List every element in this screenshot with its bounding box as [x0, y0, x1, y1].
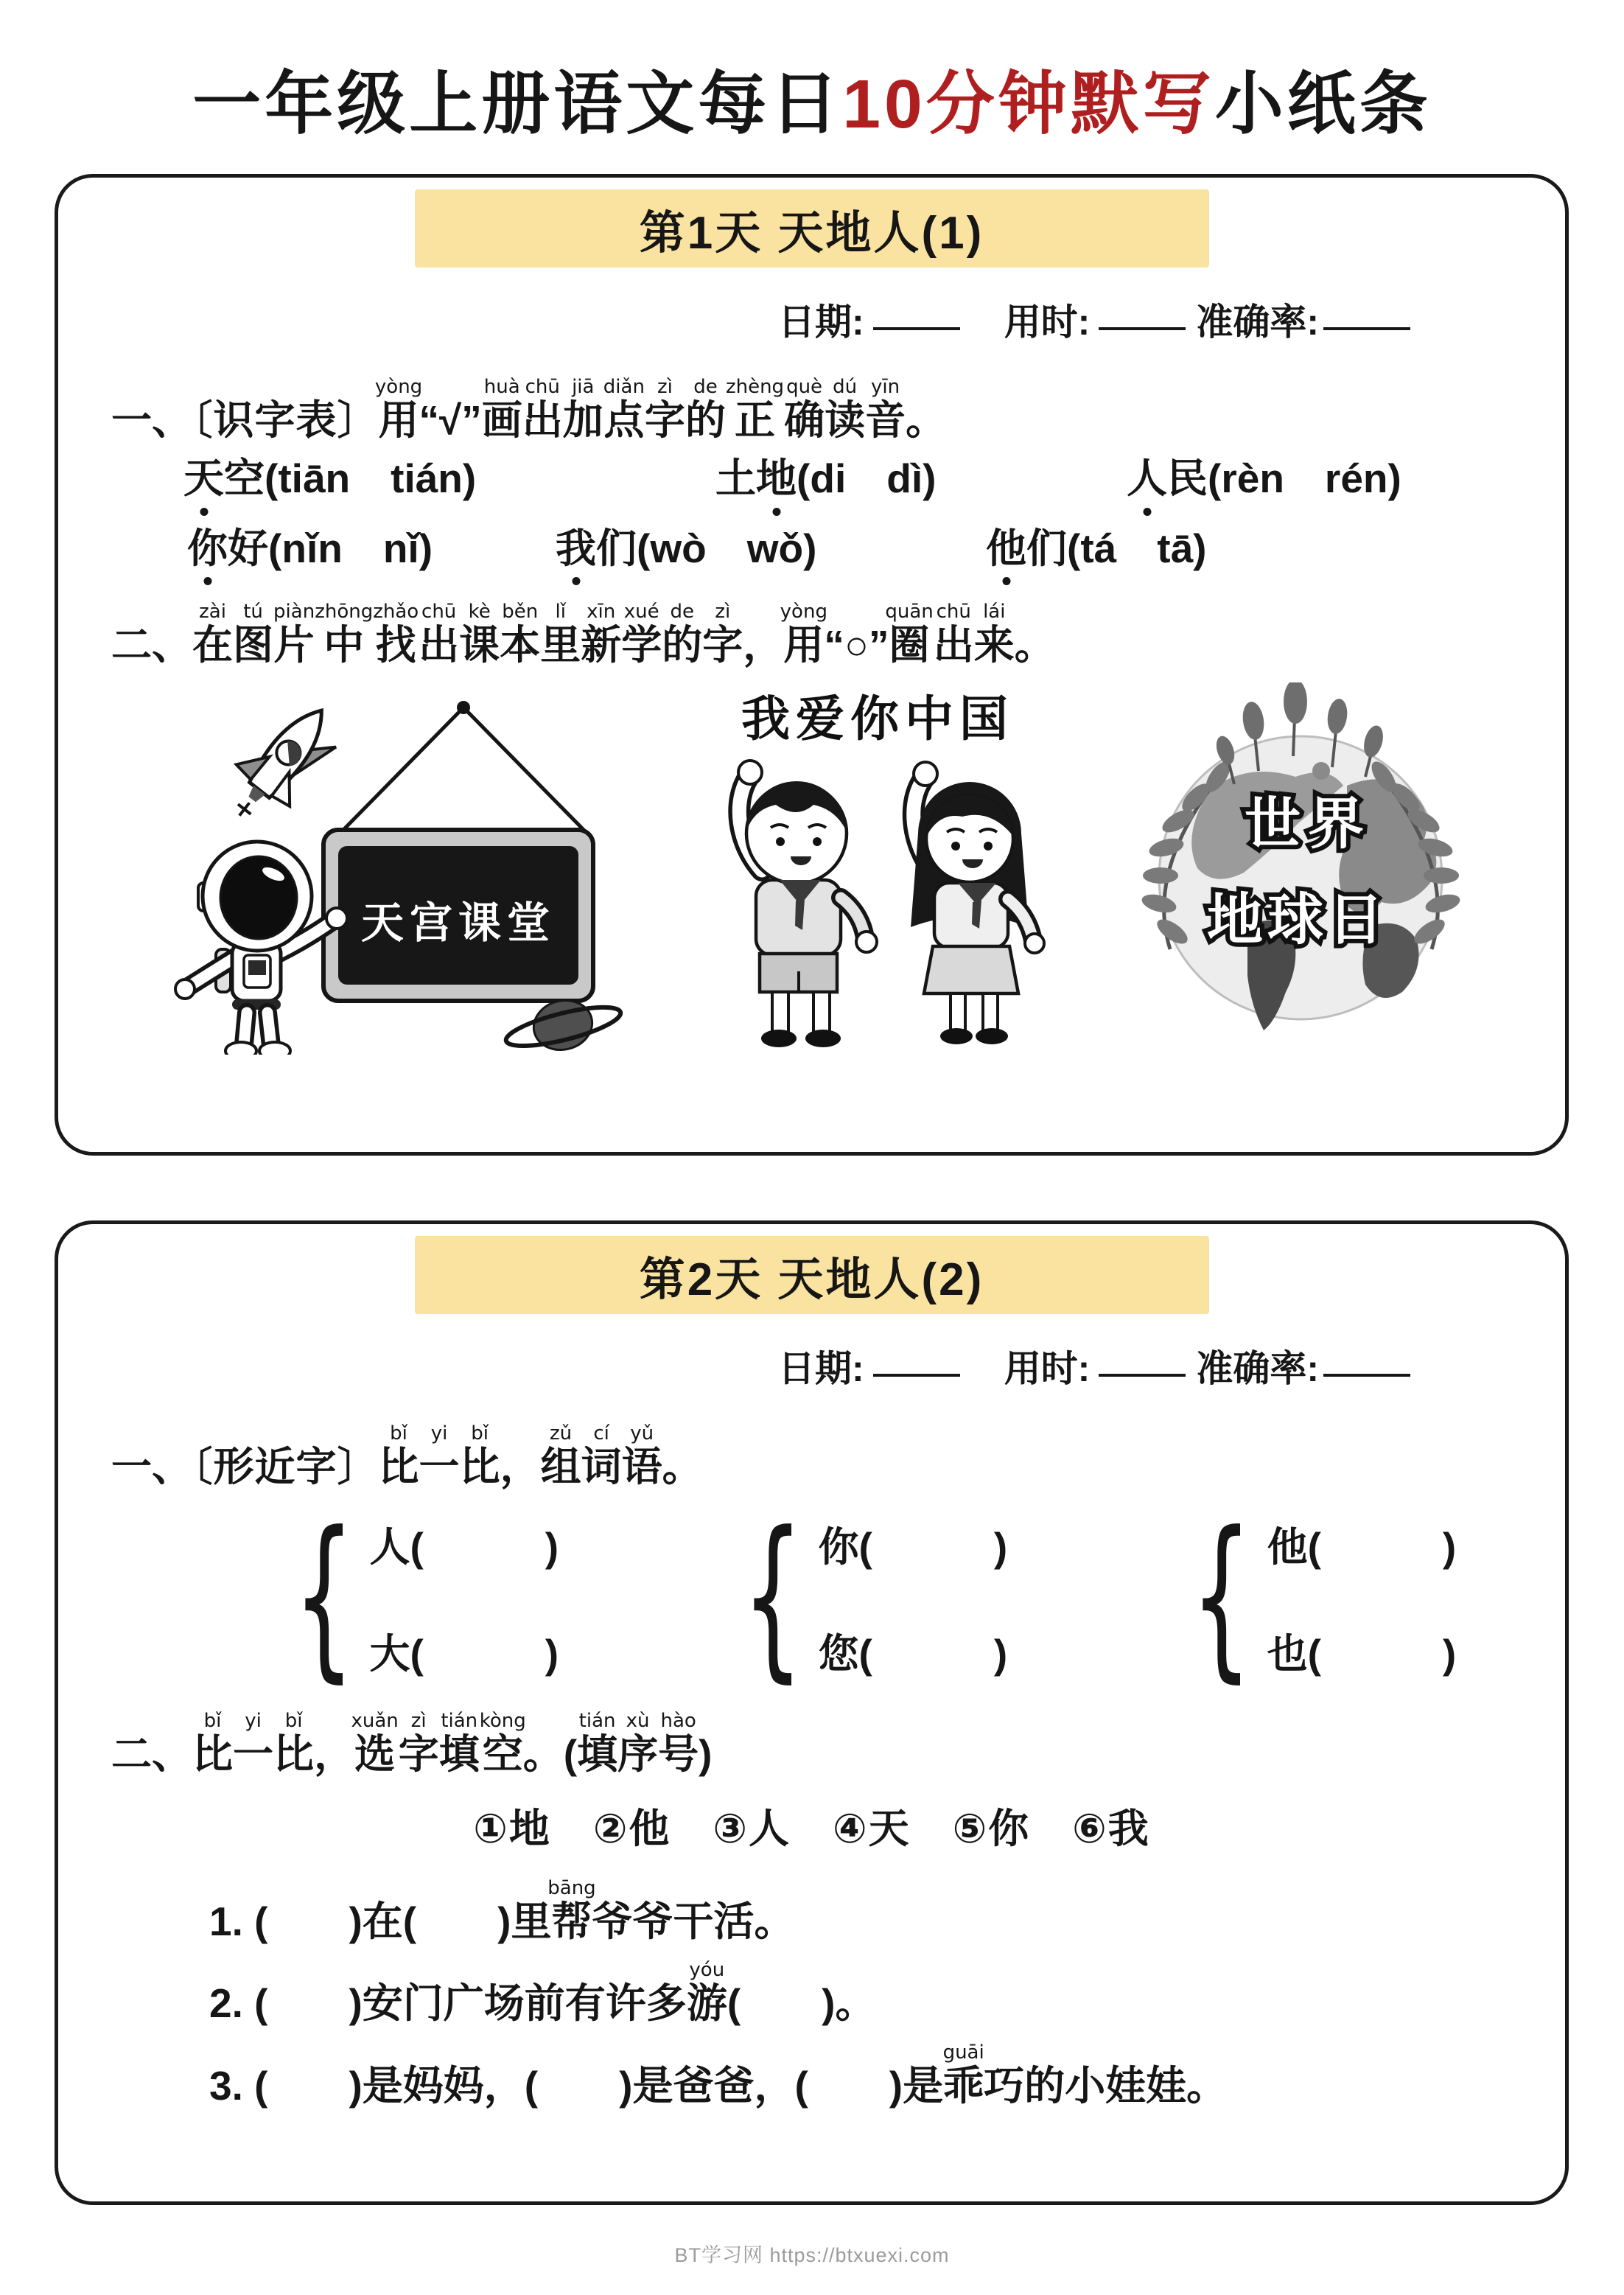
- accuracy-blank: [1323, 1368, 1410, 1377]
- worksheet-card-day1: [55, 174, 1569, 1156]
- section-title: 在zài图tú片piàn中zhōng找zhǎo出chū课kè本běn里lǐ新xīn学xué的de字zì，用yòng“○”圈quān出chū来lái。: [192, 601, 1055, 668]
- word-row-2: [58, 523, 1565, 574]
- pair-group: [717, 1494, 1008, 1699]
- pair-top: 他( ): [1267, 1523, 1457, 1570]
- word-item: 我们(wò wǒ): [556, 523, 986, 574]
- question-2: 2. ( )安门广场前有许多游yóu( )。: [209, 1959, 876, 2027]
- earth-day-picture: [1100, 682, 1502, 1055]
- day2-section2-heading: [58, 1709, 1565, 1780]
- page-title-highlight: 10分钟默写: [842, 66, 1215, 142]
- kids-picture: [657, 682, 1099, 1055]
- date-blank: [873, 1368, 960, 1377]
- word-item: 他们(tá tā): [986, 523, 1565, 574]
- accuracy-blank: [1323, 321, 1410, 330]
- pair-group: [268, 1494, 559, 1699]
- section-number: 一、: [111, 397, 193, 443]
- earth-globe: [1159, 736, 1442, 1030]
- section-title: 比bǐ一yi比bǐ，选xuǎn字zì填tián空kòng。(填tián序xù号hào): [192, 1709, 713, 1777]
- pair-top: 人( ): [369, 1523, 559, 1570]
- picture-row: [58, 671, 1565, 1055]
- time-label: 用时:: [1004, 301, 1091, 343]
- brace-icon: {: [1191, 1494, 1253, 1699]
- section-title: 用yòng“√”画huà出chū加jiā点diǎn字zì的de正zhèng确què读dú音yīn。: [374, 376, 947, 443]
- section-number: 二、: [111, 622, 193, 668]
- page-title-pre: 一年级上册语文每日: [192, 66, 843, 142]
- brace-icon: {: [293, 1494, 355, 1699]
- rocket-icon: [213, 690, 349, 836]
- worksheet-card-day2: [55, 1220, 1569, 2205]
- earth-title-line1: 世界: [1245, 793, 1371, 856]
- word-item: 土地(di dì): [715, 453, 1127, 504]
- pair-bottom: 也( ): [1267, 1630, 1457, 1677]
- brace-icon: {: [742, 1494, 804, 1699]
- blackboard-sign: [323, 701, 593, 1001]
- compare-pairs: [58, 1494, 1565, 1699]
- pair-top: 你( ): [818, 1523, 1008, 1570]
- date-label: 日期:: [778, 301, 864, 343]
- day1-meta-line: [58, 293, 1565, 346]
- pair-group: [1166, 1494, 1457, 1699]
- date-label: 日期:: [778, 1348, 864, 1389]
- section-tag: 〔识字表〕: [192, 397, 379, 443]
- section-title: 比bǐ一yi比bǐ，组zǔ词cí语yǔ。: [378, 1422, 703, 1489]
- question-3: 3. ( )是妈妈，( )是爸爸，( )是乖guāi巧的小娃娃。: [209, 2041, 1228, 2109]
- section-number: 二、: [111, 1730, 193, 1777]
- day2-header: 第2天 天地人(2): [415, 1236, 1209, 1314]
- astronaut-blackboard-picture: [147, 682, 655, 1055]
- pair-bottom: 您( ): [818, 1630, 1008, 1677]
- pair-bottom: 大( ): [369, 1630, 559, 1677]
- sign-text: 天宫课堂: [360, 899, 556, 947]
- word-row-1: [58, 453, 1565, 504]
- options-line: ①地 ②他 ③人 ④天 ⑤你 ⑥我: [473, 1805, 1150, 1851]
- page-title: [0, 49, 1624, 147]
- date-blank: [873, 321, 960, 330]
- day1-section1-heading: [58, 378, 1565, 446]
- earth-title-line2: 地球日: [1207, 889, 1388, 951]
- word-item: 人民(rèn rén): [1127, 453, 1565, 504]
- time-label: 用时:: [1004, 1348, 1091, 1389]
- word-item: 天空(tiān tián): [183, 453, 715, 504]
- time-blank: [1099, 1368, 1186, 1377]
- day2-meta-line: [58, 1339, 1565, 1392]
- footer-credit: BT学习网 https://btxuexi.com: [674, 2244, 950, 2266]
- accuracy-label: 准确率:: [1196, 1348, 1319, 1389]
- kids-caption: 我爱你中国: [741, 691, 1014, 746]
- time-blank: [1099, 321, 1186, 330]
- girl-figure: [911, 762, 1044, 1044]
- accuracy-label: 准确率:: [1196, 301, 1319, 343]
- day1-section2-heading: [58, 603, 1565, 671]
- word-item: 你好(nǐn nǐ): [187, 523, 556, 574]
- day2-section1-heading: [58, 1422, 1565, 1492]
- section-number: 一、: [111, 1444, 193, 1489]
- question-1: 1. ( )在( )里帮bāng爷爷干活。: [209, 1876, 795, 1944]
- boy-figure: [738, 761, 877, 1047]
- section-tag: 〔形近字〕: [192, 1444, 379, 1489]
- page-title-post: 小纸条: [1214, 66, 1432, 142]
- day1-header: 第1天 天地人(1): [415, 189, 1209, 268]
